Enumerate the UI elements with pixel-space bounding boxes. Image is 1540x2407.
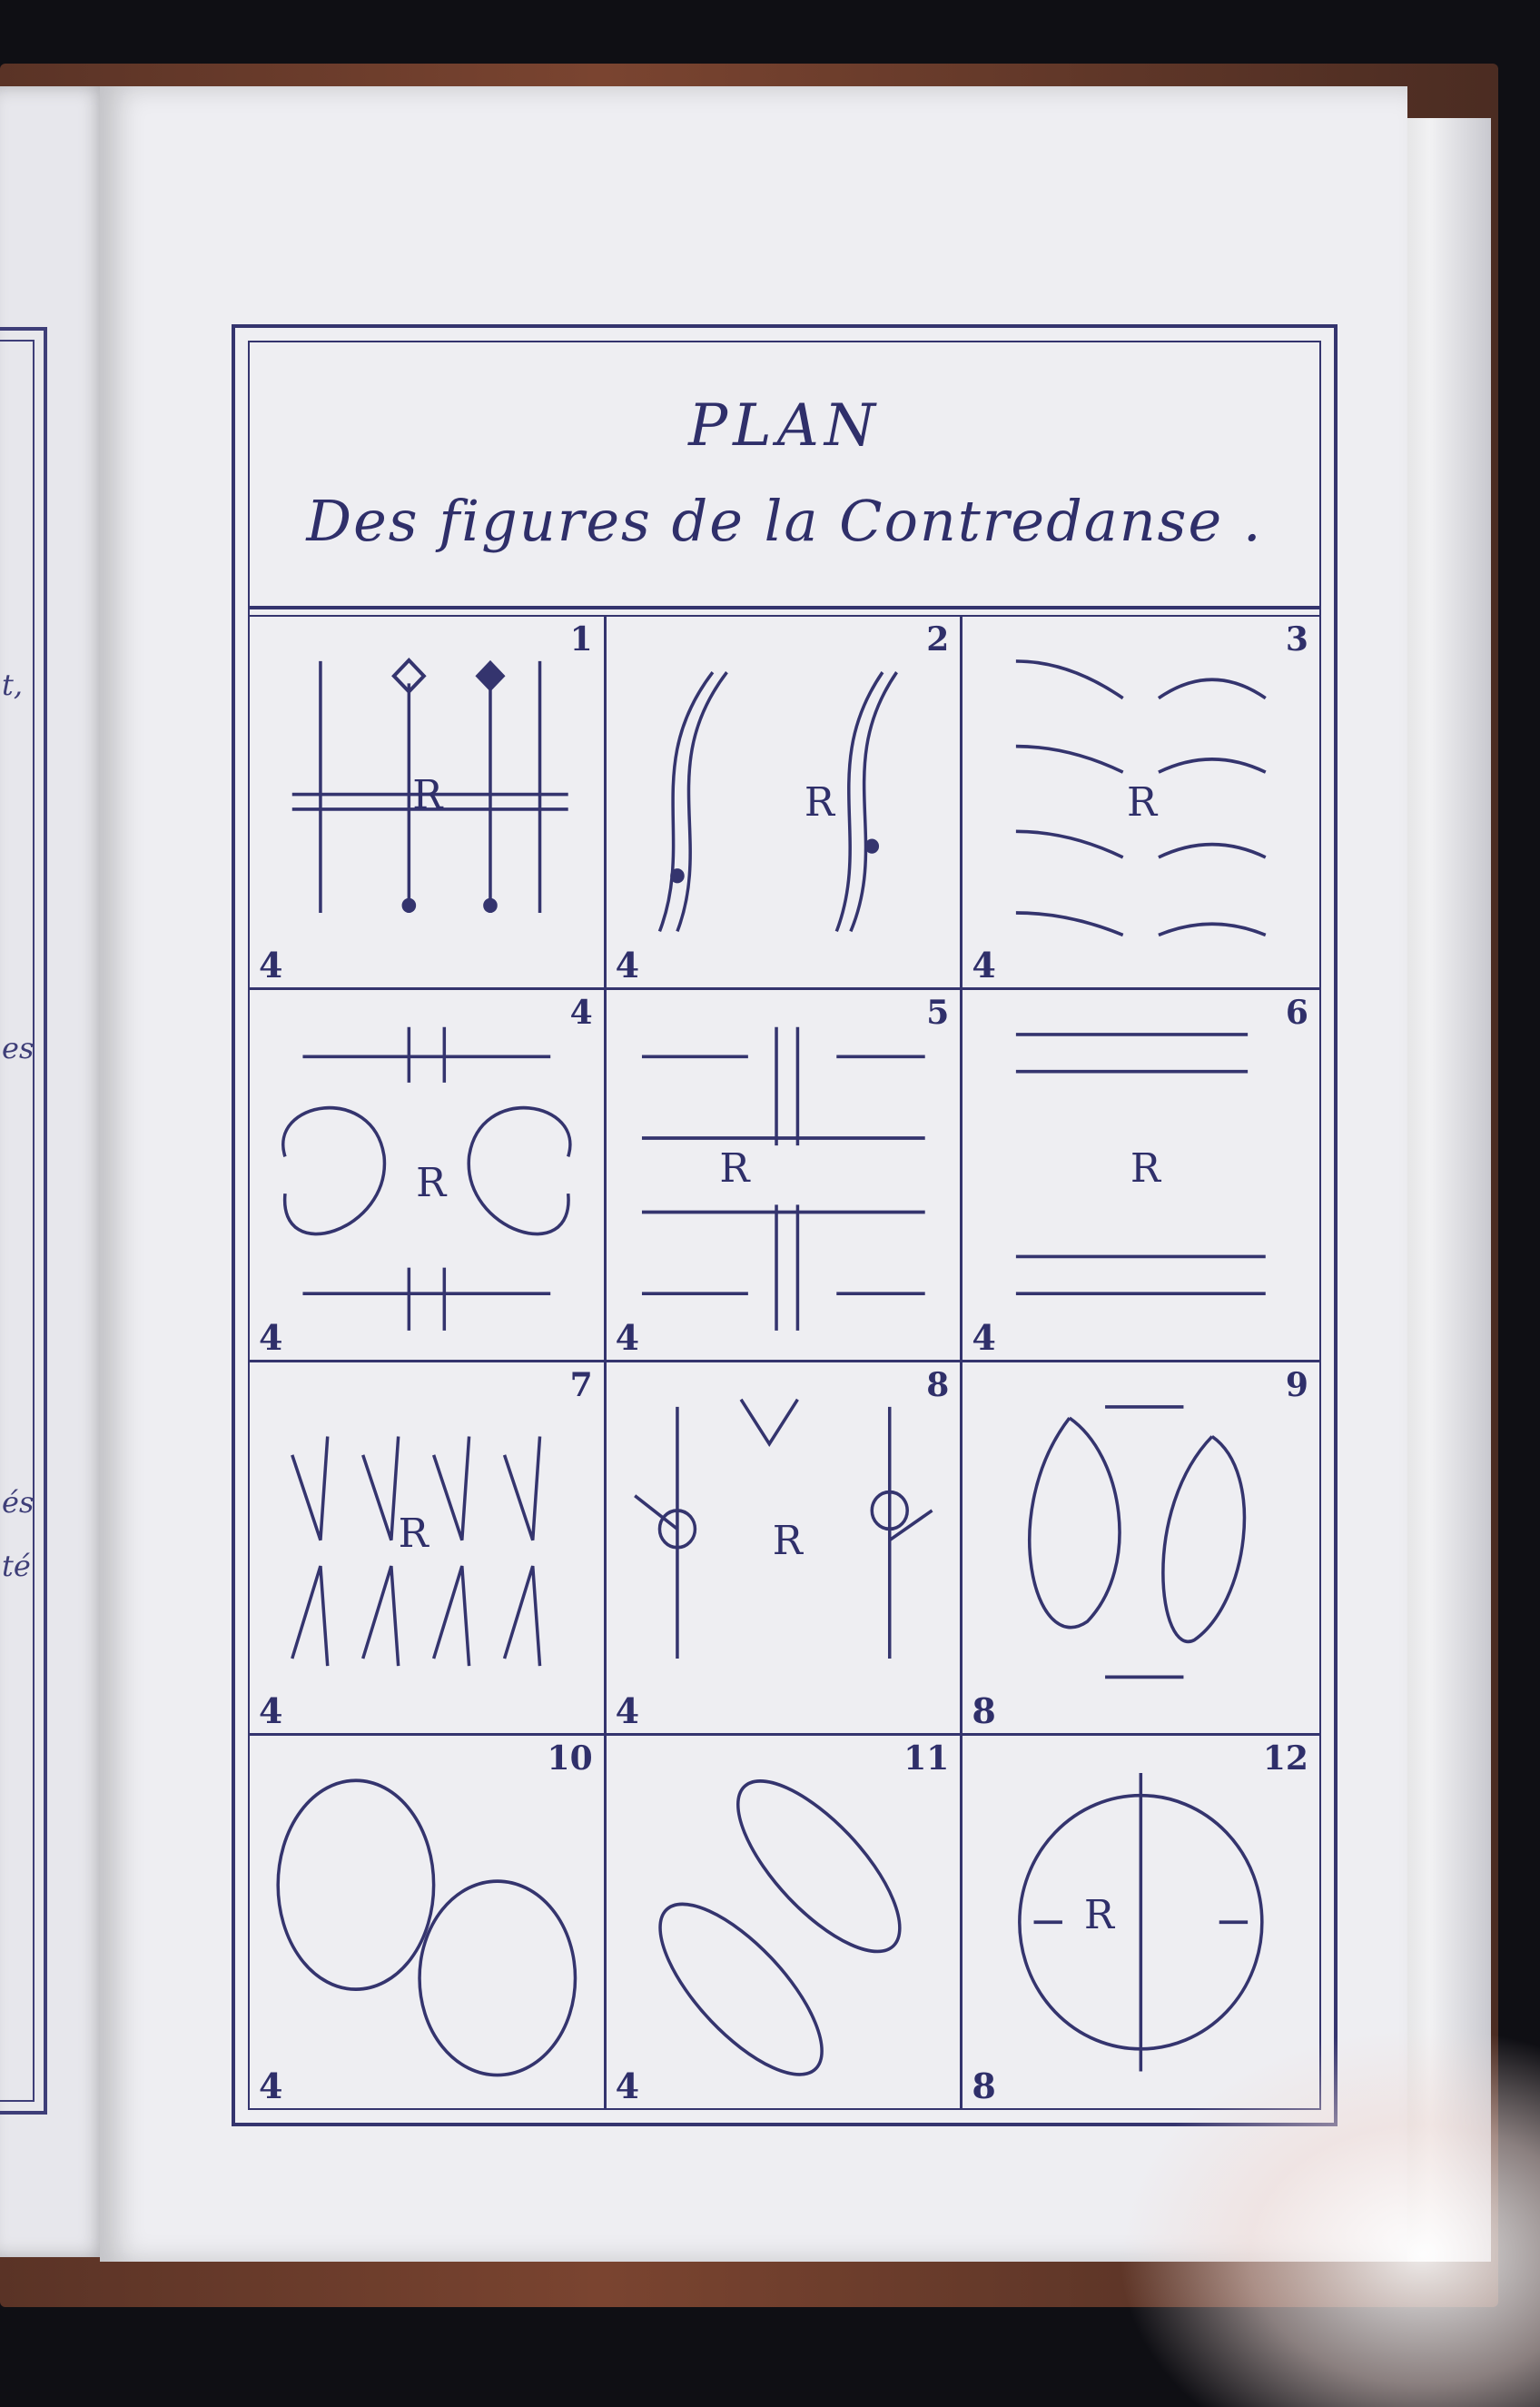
engraved-plate [232, 324, 1338, 2126]
figure-count: 8 [972, 1689, 996, 1731]
figure-panel-6 [962, 990, 1319, 1363]
figure-panel-8 [607, 1362, 963, 1736]
figure-count: 4 [259, 1689, 283, 1731]
left-page-frame [0, 327, 47, 2115]
figure-panel-11 [607, 1736, 963, 2109]
figure-panel-2 [607, 617, 963, 990]
center-mark: R [772, 1518, 803, 1565]
figure-count: 4 [615, 2065, 640, 2106]
right-page [100, 86, 1407, 2262]
margin-fragment: es [2, 1031, 35, 1065]
figure-count: 8 [972, 2065, 996, 2106]
figure-2-diagram [607, 617, 961, 987]
figure-panel-7 [250, 1362, 607, 1736]
center-mark: R [804, 779, 834, 827]
figure-count: 4 [615, 944, 640, 986]
center-mark: R [1130, 1144, 1161, 1192]
figure-number: 7 [569, 1366, 593, 1404]
figure-panel-5 [607, 990, 963, 1363]
figure-5-diagram [607, 990, 961, 1361]
figure-number: 3 [1285, 620, 1308, 659]
figure-9-diagram [962, 1362, 1319, 1733]
center-mark: R [398, 1511, 429, 1557]
figure-number: 6 [1285, 993, 1308, 1032]
margin-fragment: t, [2, 668, 24, 702]
plate-title: PLAN [688, 392, 881, 460]
figure-count: 4 [615, 1317, 640, 1358]
figure-panel-9 [962, 1362, 1319, 1736]
center-mark: R [719, 1144, 750, 1192]
plate-inner-frame [248, 341, 1321, 2110]
center-mark: R [1126, 779, 1158, 827]
figure-panel-4 [250, 990, 607, 1363]
figure-panel-3 [962, 617, 1319, 990]
margin-fragment: és [2, 1485, 35, 1520]
figure-number: 9 [1285, 1366, 1308, 1404]
margin-fragment: té [2, 1549, 31, 1583]
figure-number: 2 [926, 620, 950, 659]
figure-panel-1 [250, 617, 607, 990]
figure-count: 4 [259, 944, 283, 986]
figure-number: 8 [926, 1366, 950, 1404]
figure-number: 10 [547, 1738, 593, 1778]
light-glare [1117, 2026, 1540, 2407]
figure-count: 4 [972, 944, 996, 986]
title-box [250, 342, 1319, 609]
figure-count: 4 [259, 1317, 283, 1358]
figure-count: 4 [615, 1689, 640, 1731]
plate-subtitle: Des figures de la Contredanse . [306, 488, 1263, 554]
center-mark: R [1083, 1891, 1114, 1938]
figure-number: 11 [903, 1738, 950, 1778]
figure-number: 5 [926, 993, 950, 1032]
figure-10-diagram [250, 1736, 604, 2109]
figure-count: 4 [259, 2065, 283, 2106]
figure-number: 4 [569, 993, 593, 1032]
figure-grid [250, 615, 1319, 2108]
center-mark: R [412, 772, 443, 819]
figure-count: 4 [972, 1317, 996, 1358]
center-mark: R [416, 1159, 447, 1206]
figure-number: 1 [569, 620, 593, 659]
figure-11-diagram [607, 1736, 961, 2109]
left-page [0, 86, 109, 2257]
figure-panel-10 [250, 1736, 607, 2109]
figure-number: 12 [1262, 1738, 1308, 1778]
